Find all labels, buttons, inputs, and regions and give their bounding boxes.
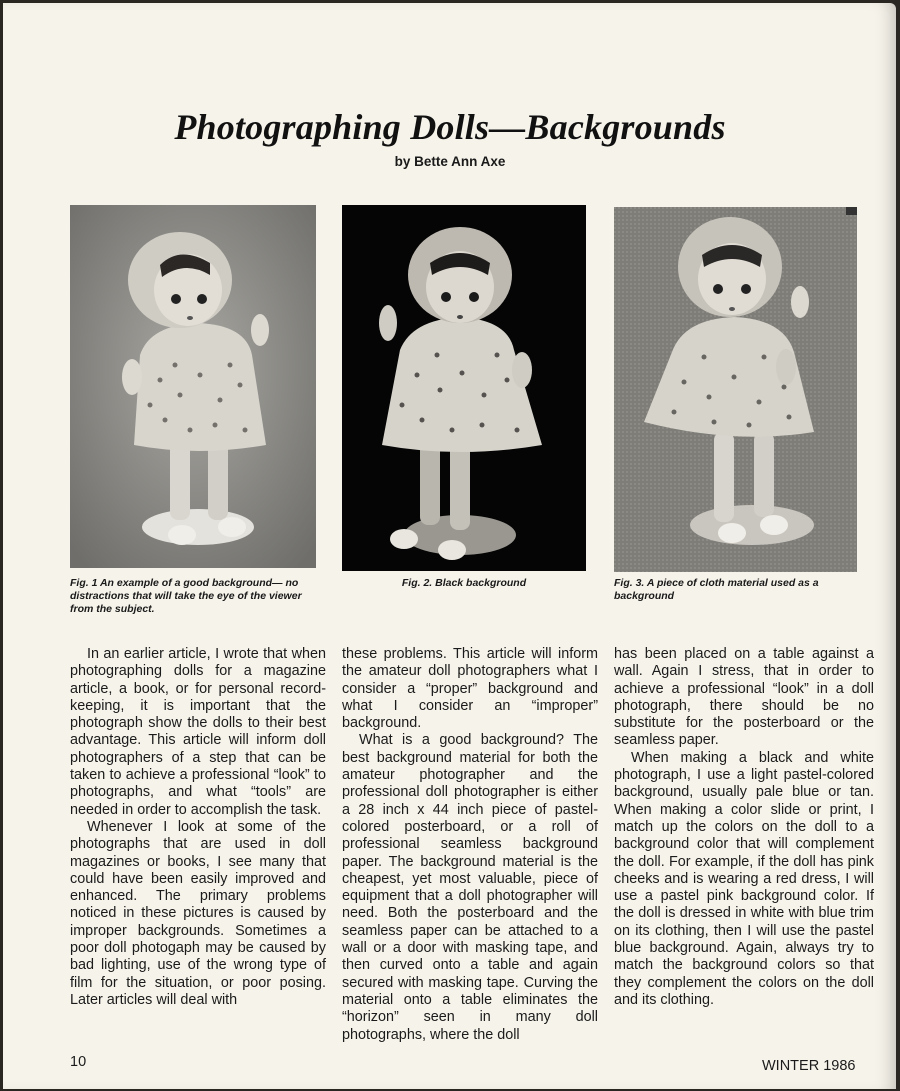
figure-3-caption: Fig. 3. A piece of cloth material used as a background: [614, 577, 819, 602]
figure-3-photo: [614, 207, 857, 572]
paragraph: In an earlier article, I wrote that when photographing dolls for a magazine article, a book, or for personal record-keeping, it is important that the photograph show the dolls to their best advantage. This article will inform doll photographers of a step that can be taken to achieve a professional “look” to photographs, and what “tools” are needed in order to accomplish the task.: [70, 646, 326, 818]
article-byline: by Bette Ann Axe: [394, 154, 506, 169]
text-column-1: [70, 646, 326, 1009]
figure-1-caption: Fig. 1 An example of a good background— no distractions that will take the eye of the viewer from the subject.: [70, 577, 302, 615]
figure-2-photo: [342, 205, 586, 571]
text-column-2: [342, 646, 598, 1044]
doll-photo-cloth-background-icon: [614, 207, 857, 572]
issue-label: WINTER 1986: [762, 1058, 856, 1074]
figure-1-photo: [70, 205, 316, 568]
paragraph: has been placed on a table against a wall. Again I stress, that in order to achieve a professional “look” in a doll photograph, there should be no substitute for the posterboard or the seamless paper.: [614, 646, 874, 749]
text-column-3: [614, 646, 874, 1009]
paragraph: Whenever I look at some of the photographs that are used in doll magazines or books, I see many that could have been easily improved and enhanced. The primary problems noticed in these pictures is caused by improper backgrounds. Sometimes a poor doll photogaph may be caused by bad lighting, use of the wrong type of film for the situation, or poor posing. Later articles will deal with: [70, 818, 326, 1008]
doll-photo-black-background-icon: [342, 205, 586, 571]
paragraph: these problems. This article will inform the amateur doll photographers what I consider a “proper” background and what I consider an “improper” background.: [342, 646, 598, 732]
paragraph: What is a good background? The best background material for both the amateur photographer and the professional doll photographer is either a 28 inch x 44 inch piece of pastel-colored posterboard, or a roll of professional seamless background paper. The background material is the cheapest, yet most valuable, piece of equipment that a doll photographer will need. Both the posterboard and the seamless paper can be attached to a wall or a door with masking tape, and then curved onto a table and again secured with masking tape. Curving the material onto a table eliminates the “horizon” seen in many doll photographs, where the doll: [342, 732, 598, 1043]
doll-photo-gray-background-icon: [70, 205, 316, 568]
figure-2-caption: Fig. 2. Black background: [401, 577, 527, 589]
page-number: 10: [70, 1054, 87, 1070]
paragraph: When making a black and white photograph, I use a light pastel-colored background, usually pale blue or tan. When making a color slide or print, I match up the colors on the doll to a background color that will complement the doll. For example, if the doll has pink cheeks and is wearing a red dress, I will use a pastel pink background color. If the doll is dressed in white with blue trim on its clothing, then I will use the pastel blue background. Again, always try to match the background colors so that they complement the colors on the doll and its clothing.: [614, 749, 874, 1008]
article-title: Photographing Dolls—Backgrounds: [174, 107, 726, 147]
